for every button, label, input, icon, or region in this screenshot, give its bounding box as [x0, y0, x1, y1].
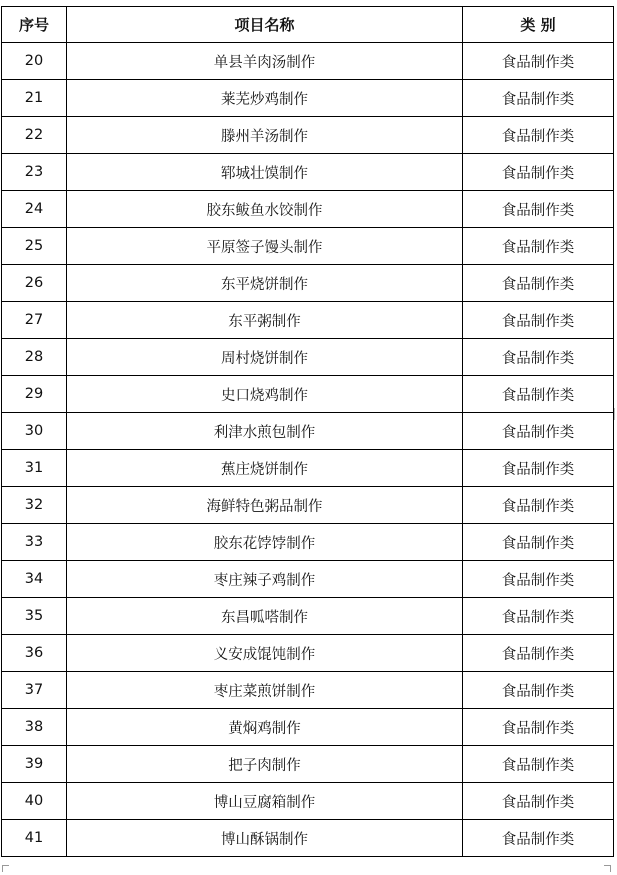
cell-category: 食品制作类 [463, 265, 614, 302]
cell-category: 食品制作类 [463, 228, 614, 265]
header-no: 序号 [2, 7, 67, 43]
table-row [2, 339, 614, 376]
cell-project-name: 博山豆腐箱制作 [67, 783, 463, 820]
table-header [2, 7, 614, 43]
header-row [2, 7, 614, 43]
cell-category: 食品制作类 [463, 413, 614, 450]
cell-no: 32 [2, 487, 67, 524]
cell-project-name: 东平粥制作 [67, 302, 463, 339]
cell-project-name: 蕉庄烧饼制作 [67, 450, 463, 487]
cell-no: 31 [2, 450, 67, 487]
cell-project-name: 枣庄辣子鸡制作 [67, 561, 463, 598]
cell-category: 食品制作类 [463, 487, 614, 524]
cell-no: 41 [2, 820, 67, 857]
cell-no: 24 [2, 191, 67, 228]
table-row [2, 228, 614, 265]
cell-project-name: 郓城壮馍制作 [67, 154, 463, 191]
cell-no: 38 [2, 709, 67, 746]
cell-no: 27 [2, 302, 67, 339]
table-row [2, 80, 614, 117]
cell-category: 食品制作类 [463, 339, 614, 376]
table-row [2, 265, 614, 302]
cell-project-name: 莱芜炒鸡制作 [67, 80, 463, 117]
cell-no: 30 [2, 413, 67, 450]
cell-no: 40 [2, 783, 67, 820]
cell-project-name: 海鲜特色粥品制作 [67, 487, 463, 524]
cell-no: 22 [2, 117, 67, 154]
cell-category: 食品制作类 [463, 561, 614, 598]
cell-project-name: 滕州羊汤制作 [67, 117, 463, 154]
cell-category: 食品制作类 [463, 709, 614, 746]
cell-category: 食品制作类 [463, 450, 614, 487]
table-row [2, 154, 614, 191]
cell-project-name: 周村烧饼制作 [67, 339, 463, 376]
cell-no: 28 [2, 339, 67, 376]
table-row [2, 450, 614, 487]
cell-project-name: 黄焖鸡制作 [67, 709, 463, 746]
cell-category: 食品制作类 [463, 524, 614, 561]
cell-no: 29 [2, 376, 67, 413]
cell-no: 35 [2, 598, 67, 635]
table-row [2, 524, 614, 561]
cell-category: 食品制作类 [463, 672, 614, 709]
cell-no: 34 [2, 561, 67, 598]
cell-no: 23 [2, 154, 67, 191]
cell-project-name: 博山酥锅制作 [67, 820, 463, 857]
table-row [2, 376, 614, 413]
cell-category: 食品制作类 [463, 43, 614, 80]
cell-no: 21 [2, 80, 67, 117]
cell-no: 37 [2, 672, 67, 709]
cell-project-name: 把子肉制作 [67, 746, 463, 783]
table-row [2, 302, 614, 339]
cell-project-name: 东昌呱嗒制作 [67, 598, 463, 635]
cell-category: 食品制作类 [463, 191, 614, 228]
cell-category: 食品制作类 [463, 117, 614, 154]
cell-no: 36 [2, 635, 67, 672]
table-row [2, 43, 614, 80]
cell-category: 食品制作类 [463, 746, 614, 783]
cell-project-name: 利津水煎包制作 [67, 413, 463, 450]
table-row [2, 635, 614, 672]
table-row [2, 672, 614, 709]
cell-project-name: 平原签子馒头制作 [67, 228, 463, 265]
cell-category: 食品制作类 [463, 820, 614, 857]
table-row [2, 598, 614, 635]
cell-category: 食品制作类 [463, 80, 614, 117]
cell-no: 33 [2, 524, 67, 561]
cell-category: 食品制作类 [463, 635, 614, 672]
cell-project-name: 枣庄菜煎饼制作 [67, 672, 463, 709]
table-row [2, 783, 614, 820]
table-row [2, 820, 614, 857]
table-body [2, 43, 614, 857]
page-edge-mark [614, 408, 615, 420]
page-corner-mark-right [604, 865, 611, 872]
cell-category: 食品制作类 [463, 154, 614, 191]
cell-no: 25 [2, 228, 67, 265]
cell-project-name: 胶东鲅鱼水饺制作 [67, 191, 463, 228]
cell-project-name: 单县羊肉汤制作 [67, 43, 463, 80]
table-row [2, 746, 614, 783]
cell-no: 26 [2, 265, 67, 302]
table-row [2, 561, 614, 598]
header-name: 项目名称 [67, 7, 463, 43]
cell-category: 食品制作类 [463, 783, 614, 820]
cell-project-name: 史口烧鸡制作 [67, 376, 463, 413]
table-row [2, 487, 614, 524]
cell-project-name: 东平烧饼制作 [67, 265, 463, 302]
table-row [2, 117, 614, 154]
project-table [1, 6, 614, 857]
header-category: 类 别 [463, 7, 614, 43]
cell-project-name: 胶东花饽饽制作 [67, 524, 463, 561]
cell-category: 食品制作类 [463, 598, 614, 635]
table-row [2, 413, 614, 450]
table-row [2, 709, 614, 746]
cell-category: 食品制作类 [463, 376, 614, 413]
cell-no: 20 [2, 43, 67, 80]
cell-no: 39 [2, 746, 67, 783]
page-corner-mark-left [2, 865, 9, 872]
table-row [2, 191, 614, 228]
cell-category: 食品制作类 [463, 302, 614, 339]
cell-project-name: 义安成馄饨制作 [67, 635, 463, 672]
